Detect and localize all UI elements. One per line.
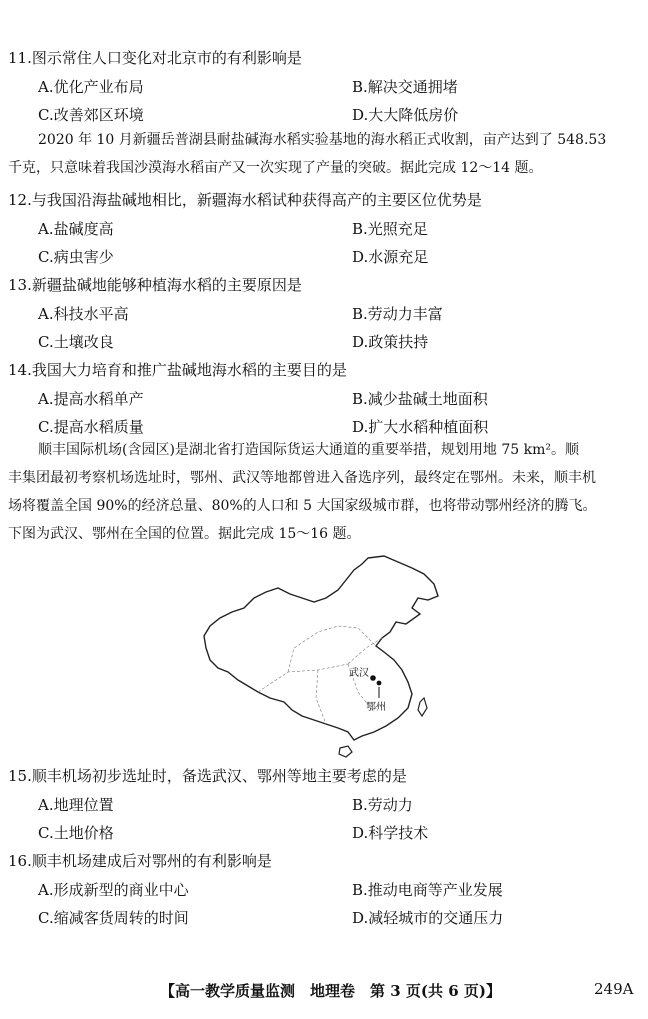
question-14-stem: 14.我国大力培育和推广盐碱地海水稻的主要目的是 <box>8 361 347 379</box>
question-15-option-a: A.地理位置 <box>38 796 114 814</box>
passage-1-line-2: 千克，只意味着我国沙漠海水稻亩产又一次实现了产量的突破。据此完成 12～14 题。 <box>8 160 543 176</box>
question-12-option-a: A.盐碱度高 <box>38 220 114 238</box>
question-16-stem: 16.顺丰机场建成后对鄂州的有利影响是 <box>8 852 272 870</box>
passage-shunfeng-airport <box>8 436 640 548</box>
question-15-option-d: D.科学技术 <box>352 824 429 842</box>
question-16-option-c: C.缩减客货周转的时间 <box>38 909 189 927</box>
wuhan-label: 武汉 <box>349 668 369 679</box>
passage-seawater-rice <box>8 126 640 182</box>
passage-2-line-1: 顺丰国际机场(含园区)是湖北省打造国际货运大通道的重要举措，规划用地 75 km²。顺 <box>38 442 580 458</box>
question-11-stem: 11.图示常住人口变化对北京市的有利影响是 <box>8 49 302 67</box>
question-11-option-b: B.解决交通拥堵 <box>352 78 458 96</box>
question-14-option-a: A.提高水稻单产 <box>38 390 144 408</box>
question-13-stem: 13.新疆盐碱地能够种植海水稻的主要原因是 <box>8 276 302 294</box>
question-14-option-c: C.提高水稻质量 <box>38 418 144 436</box>
taiwan-island <box>418 698 427 716</box>
question-12-option-c: C.病虫害少 <box>38 248 114 266</box>
question-13-option-a: A.科技水平高 <box>38 305 129 323</box>
china-outline <box>204 556 438 740</box>
question-12-stem: 12.与我国沿海盐碱地相比，新疆海水稻试种获得高产的主要区位优势是 <box>8 191 482 209</box>
question-16-option-d: D.减轻城市的交通压力 <box>352 909 504 927</box>
question-16-option-a: A.形成新型的商业中心 <box>38 881 189 899</box>
page-footer: 【高一教学质量监测 地理卷 第 3 页(共 6 页)】 <box>160 982 501 1000</box>
hainan-island <box>339 746 352 757</box>
question-11-option-a: A.优化产业布局 <box>38 78 144 96</box>
question-15-stem: 15.顺丰机场初步选址时，备选武汉、鄂州等地主要考虑的是 <box>8 767 407 785</box>
question-13-option-c: C.土壤改良 <box>38 333 114 351</box>
passage-2-line-4: 下图为武汉、鄂州在全国的位置。据此完成 15～16 题。 <box>8 526 361 542</box>
wuhan-marker <box>370 675 376 681</box>
ezhou-label: 鄂州 <box>366 702 386 713</box>
question-12-option-d: D.水源充足 <box>352 248 429 266</box>
question-11-option-c: C.改善郊区环境 <box>38 106 144 124</box>
ezhou-marker <box>377 681 382 686</box>
question-14-option-b: B.减少盐碱土地面积 <box>352 390 488 408</box>
question-14-option-d: D.扩大水稻种植面积 <box>352 418 489 436</box>
question-13-option-d: D.政策扶持 <box>352 333 429 351</box>
question-15-option-c: C.土地价格 <box>38 824 114 842</box>
question-13-option-b: B.劳动力丰富 <box>352 305 443 323</box>
passage-2-line-2: 丰集团最初考察机场选址时，鄂州、武汉等地都曾进入备选序列，最终定在鄂州。未来，顺丰机 <box>8 470 596 486</box>
question-15-option-b: B.劳动力 <box>352 796 413 814</box>
question-16-option-b: B.推动电商等产业发展 <box>352 881 503 899</box>
question-12-option-b: B.光照充足 <box>352 220 428 238</box>
question-11-option-d: D.大大降低房价 <box>352 106 459 124</box>
passage-2-line-3: 场将覆盖全国 90%的经济总量、80%的人口和 5 大国家级城市群，也将带动鄂州经济的腾飞。 <box>8 498 597 514</box>
china-location-map <box>198 552 448 762</box>
paper-code: 249A <box>594 980 634 998</box>
passage-1-line-1: 2020 年 10 月新疆岳普湖县耐盐碱海水稻实验基地的海水稻正式收割，亩产达到了 548.53 <box>38 132 607 148</box>
